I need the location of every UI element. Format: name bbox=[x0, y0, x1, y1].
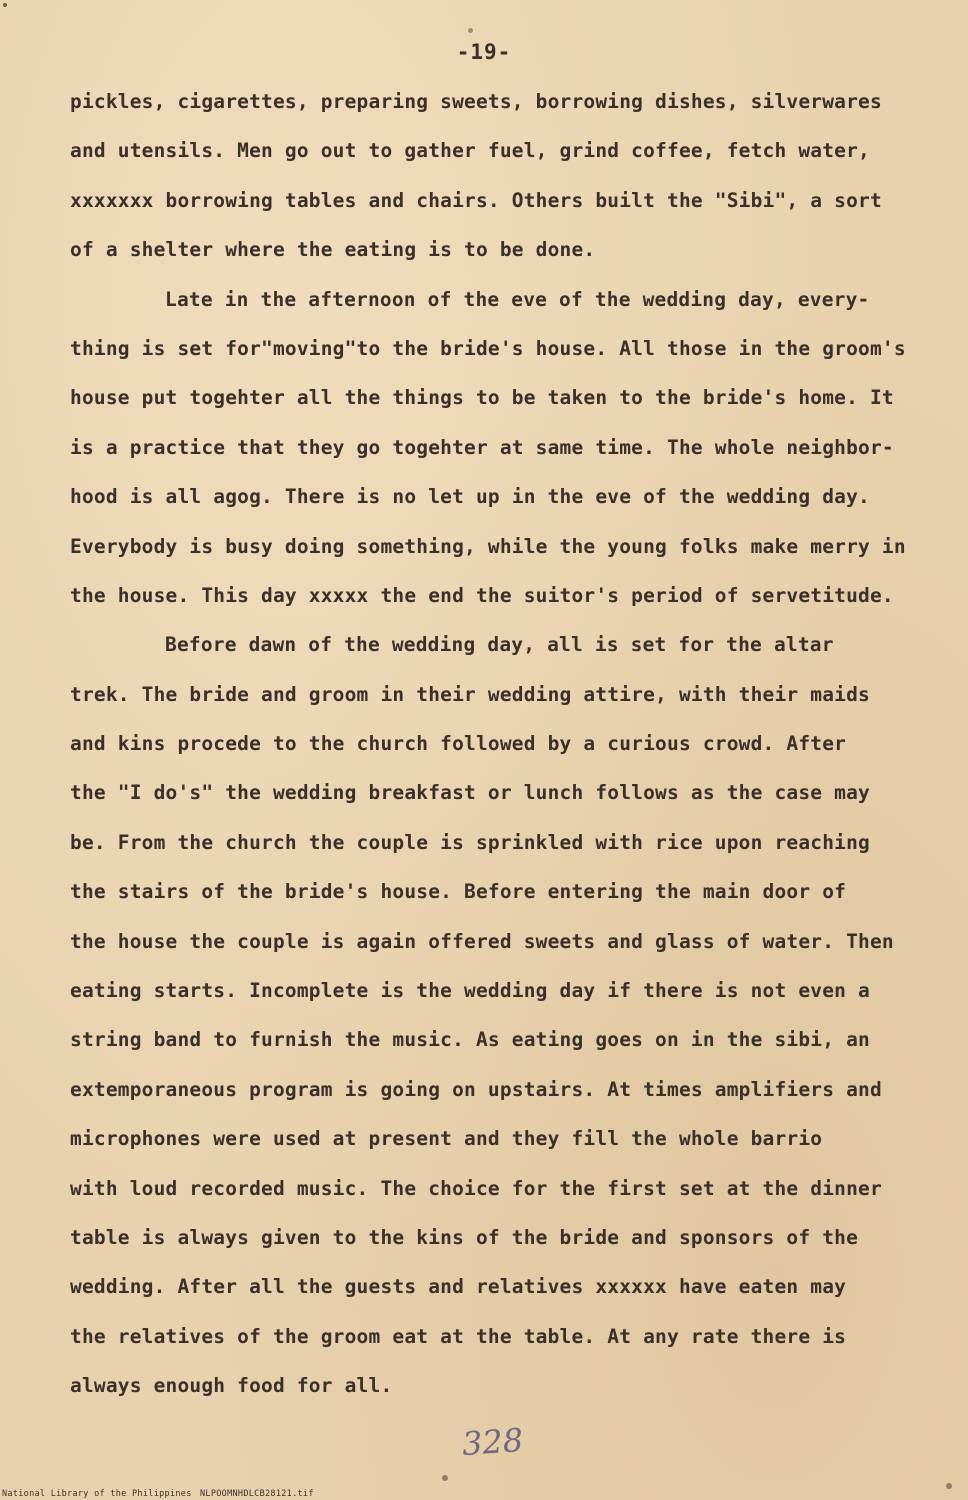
text-line: house put togehter all the things to be taken to the bride's home. It bbox=[70, 386, 894, 410]
text-line: trek. The bride and groom in their wedding attire, with their maids bbox=[70, 682, 870, 706]
text-line: and utensils. Men go out to gather fuel, grind coffee, fetch water, bbox=[70, 139, 870, 163]
text-line: be. From the church the couple is sprinkled with rice upon reaching bbox=[70, 830, 870, 854]
text-line: of a shelter where the eating is to be done. bbox=[70, 238, 596, 262]
text-line: thing is set for"moving"to the bride's house. All those in the groom's bbox=[70, 336, 906, 360]
text-line: pickles, cigarettes, preparing sweets, borrowing dishes, silverwares bbox=[70, 90, 882, 113]
text-line: hood is all agog. There is no let up in the eve of the wedding day. bbox=[70, 485, 870, 509]
text-line: extemporaneous program is going on upstairs. At times amplifiers and bbox=[70, 1077, 882, 1101]
text-line: wedding. After all the guests and relatives xxxxxx have eaten may bbox=[70, 1275, 847, 1299]
text-line: string band to furnish the music. As eating goes on in the sibi, an bbox=[70, 1028, 870, 1052]
paper-speck bbox=[3, 3, 7, 7]
paper-speck bbox=[442, 1475, 448, 1481]
text-line: is a practice that they go togehter at same time. The whole neighbor- bbox=[70, 435, 894, 459]
body-text bbox=[70, 88, 930, 1422]
text-line: microphones were used at present and they fill the whole barrio bbox=[70, 1127, 823, 1151]
text-line: the house the couple is again offered sweets and glass of water. Then bbox=[70, 929, 894, 953]
page-number: -19- bbox=[456, 40, 512, 64]
text-line: eating starts. Incomplete is the wedding day if there is not even a bbox=[70, 979, 870, 1003]
paper-speck bbox=[468, 28, 473, 33]
text-line: the "I do's" the wedding breakfast or lunch follows as the case may bbox=[70, 781, 870, 805]
text-line: Everybody is busy doing something, while the young folks make merry in bbox=[70, 534, 906, 558]
text-line: table is always given to the kins of the bride and sponsors of the bbox=[70, 1225, 859, 1249]
archive-credit: National Library of the Philippines bbox=[2, 1489, 192, 1499]
text-line: and kins procede to the church followed by a curious crowd. After bbox=[70, 732, 847, 756]
text-line: xxxxxxx borrowing tables and chairs. Others built the "Sibi", a sort bbox=[70, 188, 882, 212]
handwritten-page-number: 328 bbox=[460, 1420, 525, 1464]
paragraph-start-line: Late in the afternoon of the eve of the wedding day, every- bbox=[165, 287, 870, 311]
text-line: the relatives of the groom eat at the table. At any rate there is bbox=[70, 1324, 847, 1348]
paper-speck bbox=[946, 1483, 952, 1489]
text-line: with loud recorded music. The choice for the first set at the dinner bbox=[70, 1176, 882, 1200]
text-line: the stairs of the bride's house. Before entering the main door of bbox=[70, 880, 847, 904]
file-name: NLPOOMNHDLCB28121.tif bbox=[200, 1489, 314, 1499]
text-line: always enough food for all. bbox=[70, 1374, 393, 1398]
text-line: the house. This day xxxxx the end the suitor's period of servetitude. bbox=[70, 583, 894, 607]
paragraph-start-line: Before dawn of the wedding day, all is set for the altar bbox=[165, 633, 834, 657]
